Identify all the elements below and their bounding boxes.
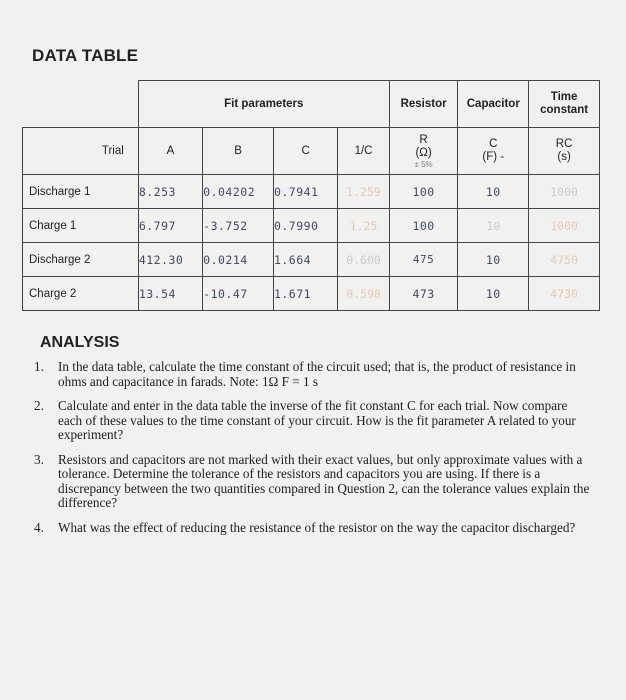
inverse-c-value: 0.598 <box>338 277 389 311</box>
b-value: -10.47 <box>203 277 274 311</box>
capacitance-value: 10 <box>458 277 529 311</box>
resistance-value: 473 <box>389 277 458 311</box>
a-value: 13.54 <box>138 277 202 311</box>
resistance-value: 100 <box>389 175 458 209</box>
r-label: R <box>419 133 428 146</box>
question-number: 4. <box>34 519 44 535</box>
rc-value: 1000 <box>529 175 600 209</box>
time-constant-header <box>529 81 600 128</box>
question-item <box>30 521 590 536</box>
c-value: 0.7941 <box>273 175 337 209</box>
fit-parameters-header: Fit parameters <box>138 81 389 128</box>
group-header-row <box>23 81 600 128</box>
question-item <box>30 399 590 443</box>
cap-unit: (F) - <box>482 151 505 163</box>
row-label: Charge 1 <box>23 209 139 243</box>
c-value: 0.7990 <box>273 209 337 243</box>
capacitance-value: 10 <box>458 243 529 277</box>
table-row <box>23 277 600 311</box>
question-text: What was the effect of reducing the resistance of the resistor on the way the capacitor discharged? <box>58 519 576 535</box>
question-text: Resistors and capacitors are not marked with their exact values, but only approximate values with a tolerance. Determine the tolerance of the resistors and capacitors you are using. If there is a discrepancy between the two quantities compared in Question 2, can the tolerance values explain the difference? <box>58 451 590 510</box>
inverse-c-value: 1.259 <box>338 175 389 209</box>
a-value: 6.797 <box>138 209 202 243</box>
table-row <box>23 243 600 277</box>
table-row <box>23 175 600 209</box>
b-value: 0.0214 <box>203 243 274 277</box>
question-number: 1. <box>34 359 44 374</box>
question-text: Calculate and enter in the data table the inverse of the fit constant C for each trial. Now compare each of these values to the time constant of your circuit. How is the fit parameter A related to your experiment? <box>58 398 576 442</box>
table-row <box>23 209 600 243</box>
capacitance-column-header <box>458 128 529 175</box>
question-item <box>30 360 590 389</box>
capacitance-value: 10 <box>458 175 529 209</box>
r-column-header <box>389 128 458 175</box>
question-number: 3. <box>34 451 44 467</box>
rc-column-header <box>529 128 600 175</box>
time-header-line2: constant <box>540 104 589 116</box>
resistor-header: Resistor <box>389 81 458 128</box>
resistance-value: 100 <box>389 209 458 243</box>
time-header-line1: Time <box>550 91 578 103</box>
column-header-row <box>23 128 600 175</box>
b-value: -3.752 <box>203 209 274 243</box>
rc-label: RC <box>555 138 573 150</box>
row-label: Charge 2 <box>23 277 139 311</box>
c-value: 1.671 <box>273 277 337 311</box>
rc-value: 4750 <box>529 243 600 277</box>
rc-unit: (s) <box>557 151 571 163</box>
capacitor-header: Capacitor <box>458 81 529 128</box>
a-value: 8.253 <box>138 175 202 209</box>
rc-value: 4730 <box>529 277 600 311</box>
r-tolerance-note: ± 5% <box>414 159 433 169</box>
page-title: DATA TABLE <box>32 46 139 65</box>
row-label: Discharge 2 <box>23 243 139 277</box>
a-value: 412.30 <box>138 243 202 277</box>
analysis-questions <box>30 360 590 545</box>
analysis-title: ANALYSIS <box>40 334 120 351</box>
a-column-header: A <box>138 128 202 175</box>
question-number: 2. <box>34 398 44 413</box>
data-table <box>22 80 600 311</box>
c-value: 1.664 <box>273 243 337 277</box>
capacitance-value: 10 <box>458 209 529 243</box>
row-label: Discharge 1 <box>23 175 139 209</box>
r-unit: (Ω) <box>415 146 432 159</box>
cap-label: C <box>489 138 498 150</box>
b-column-header: B <box>203 128 274 175</box>
resistance-value: 475 <box>389 243 458 277</box>
question-text: In the data table, calculate the time constant of the circuit used; that is, the product of resistance in ohms and capacitance in farads. Note: 1Ω F = 1 s <box>58 359 576 389</box>
rc-value: 1000 <box>529 209 600 243</box>
trial-column-header: Trial <box>23 128 139 175</box>
b-value: 0.04202 <box>203 175 274 209</box>
c-column-header: C <box>273 128 337 175</box>
question-item <box>30 453 590 511</box>
inverse-c-value: 0.600 <box>338 243 389 277</box>
inverse-c-column-header: 1/C <box>338 128 389 175</box>
inverse-c-value: 1.25 <box>338 209 389 243</box>
